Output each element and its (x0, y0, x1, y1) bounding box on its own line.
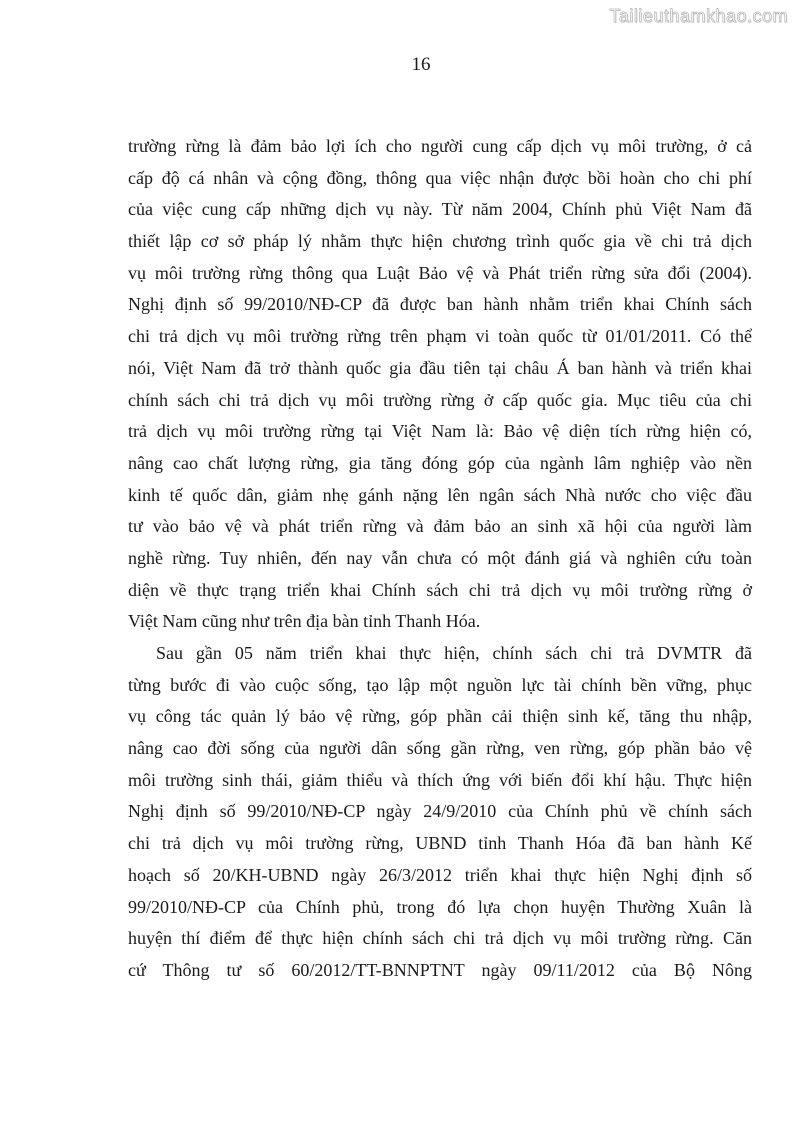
text-line: trường rừng là đảm bảo lợi ích cho người cung cấp dịch vụ môi trường, ở cả (128, 136, 752, 156)
text-line: vụ môi trường rừng thông qua Luật Bảo vệ và Phát triển rừng sửa đổi (2004). (128, 262, 752, 283)
text-line: cấp độ cá nhân và cộng đồng, thông qua việc nhận được bồi hoàn cho chi phí (128, 167, 752, 188)
text-line: chính sách chi trả dịch vụ môi trường rừng ở cấp quốc gia. Mục tiêu của chi (128, 389, 752, 410)
text-line: nói, Việt Nam đã trở thành quốc gia đầu tiên tại châu Á ban hành và triển khai (128, 357, 752, 378)
text-line: Nghị định số 99/2010/NĐ-CP đã được ban hành nhằm triển khai Chính sách (128, 294, 752, 315)
text-line: từng bước đi vào cuộc sống, tạo lập một nguồn lực tài chính bền vững, phục (128, 674, 752, 695)
document-body (128, 131, 752, 987)
text-line: trả dịch vụ môi trường rừng tại Việt Nam là: Bảo vệ diện tích rừng hiện có, (128, 421, 752, 442)
text-line: 99/2010/NĐ-CP của Chính phủ, trong đó lựa chọn huyện Thường Xuân là (128, 896, 752, 917)
text-line: Việt Nam cũng như trên địa bàn tỉnh Thanh Hóa. (128, 611, 481, 632)
page-number: 16 (411, 54, 431, 75)
text-line: cứ Thông tư số 60/2012/TT-BNNPTNT ngày 09/11/2012 của Bộ Nông (128, 959, 752, 980)
paragraph (128, 638, 752, 987)
text-line: môi trường sinh thái, giảm thiểu và thích ứng với biến đổi khí hậu. Thực hiện (128, 769, 752, 790)
text-line: nâng cao chất lượng rừng, gia tăng đóng góp của ngành lâm nghiệp vào nền (128, 452, 752, 473)
watermark-text: Tailieuthamkhao.com (609, 6, 788, 26)
paragraph (128, 131, 752, 638)
text-line: huyện thí điểm để thực hiện chính sách chi trả dịch vụ môi trường rừng. Căn (128, 928, 752, 949)
text-line: nâng cao đời sống của người dân sống gần rừng, ven rừng, góp phần bảo vệ (128, 738, 752, 759)
text-line: chi trả dịch vụ môi trường rừng trên phạm vi toàn quốc từ 01/01/2011. Có thể (128, 326, 752, 347)
text-line: Sau gần 05 năm triển khai thực hiện, chính sách chi trả DVMTR đã (156, 643, 752, 663)
text-line: tư vào bảo vệ và phát triển rừng và đảm bảo an sinh xã hội của người làm (128, 516, 752, 537)
text-line: của việc cung cấp những dịch vụ này. Từ năm 2004, Chính phủ Việt Nam đã (128, 199, 752, 220)
text-line: thiết lập cơ sở pháp lý nhằm thực hiện chương trình quốc gia về chi trả dịch (128, 231, 752, 252)
text-line: hoạch số 20/KH-UBND ngày 26/3/2012 triển khai thực hiện Nghị định số (128, 864, 752, 885)
text-line: Nghị định số 99/2010/NĐ-CP ngày 24/9/2010 của Chính phủ về chính sách (128, 801, 752, 822)
text-line: chi trả dịch vụ môi trường rừng, UBND tỉnh Thanh Hóa đã ban hành Kế (128, 833, 752, 854)
text-line: vụ công tác quản lý bảo vệ rừng, góp phần cải thiện sinh kế, tăng thu nhập, (128, 706, 752, 727)
text-line: nghề rừng. Tuy nhiên, đến nay vẫn chưa có một đánh giá và nghiên cứu toàn (128, 547, 752, 568)
text-line: diện về thực trạng triển khai Chính sách chi trả dịch vụ môi trường rừng ở (128, 579, 752, 600)
text-line: kinh tế quốc dân, giảm nhẹ gánh nặng lên ngân sách Nhà nước cho việc đầu (128, 484, 752, 505)
